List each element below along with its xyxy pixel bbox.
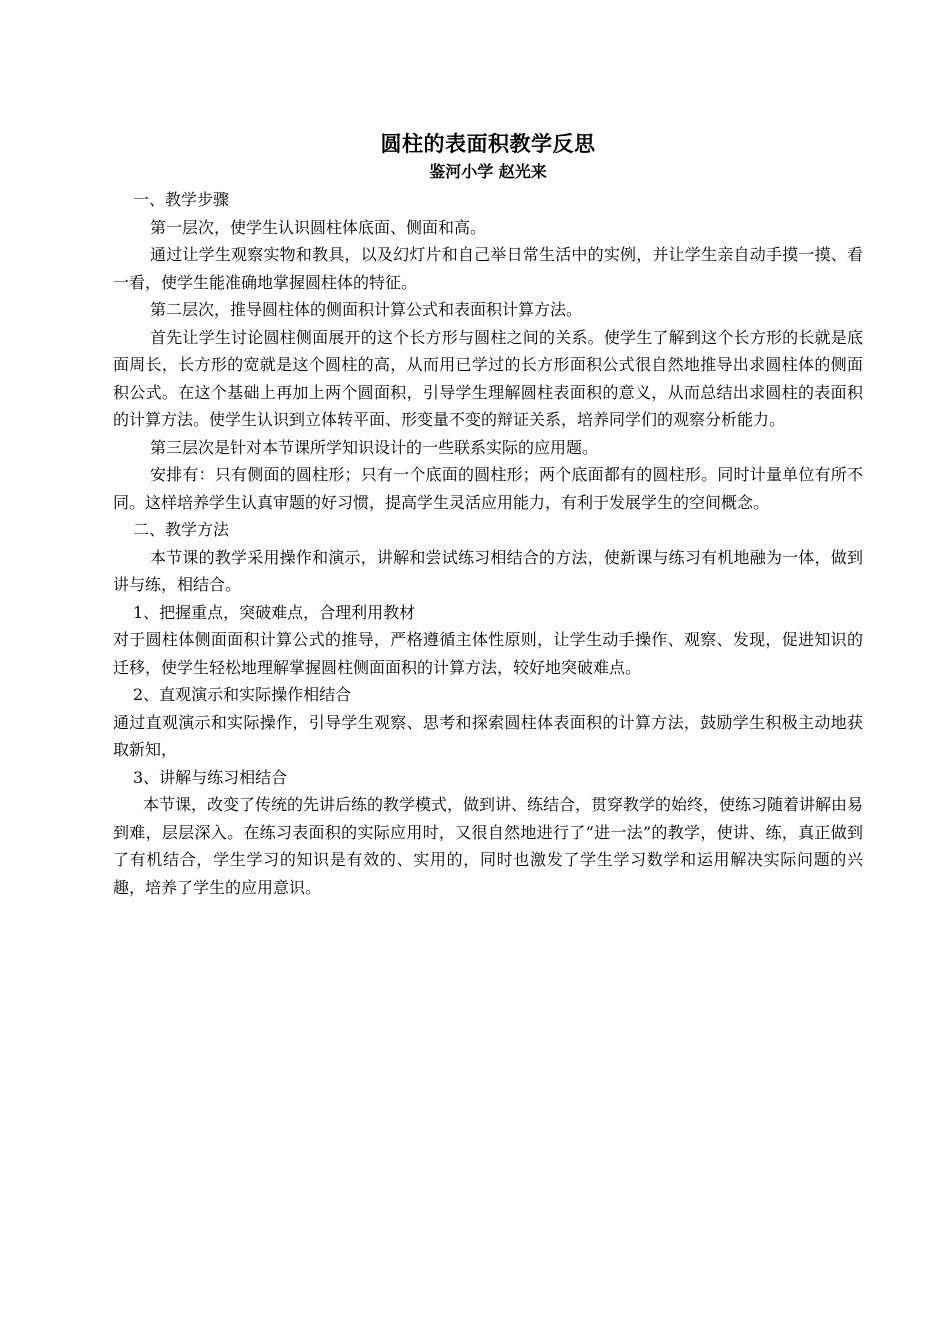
document-title: 圆柱的表面积教学反思 [380, 132, 596, 156]
document-author: 鉴河小学 赵光来 [429, 162, 547, 181]
paragraph-methods-intro: 本节课的教学采用操作和演示，讲解和尝试练习相结合的方法，使新课与练习有机地融为一体，做到讲与练，相结合。 [113, 547, 863, 594]
section-heading-teaching-steps: 一、教学步骤 [133, 190, 230, 209]
subheading-demonstration: 2、直观演示和实际操作相结合 [133, 685, 352, 704]
paragraph-explanation-practice: 本节课，改变了传统的先讲后练的教学模式，做到讲、练结合，贯穿教学的始终，使练习随着讲解由易到难，层层深入。在练习表面积的实际应用时，又很自然地进行了“进一法”的教学，使讲、练，真正做到了有机结合，学生学习的知识是有效的、实用的，同时也激发了学生学习数学和运用解决实际问题的兴趣，培养了学生的应用意识。 [113, 795, 864, 897]
paragraph-key-points: 对于圆柱体侧面面积计算公式的推导，严格遵循主体性原则，让学生动手操作、观察、发现，促进知识的迁移，使学生轻松地理解掌握圆柱侧面面积的计算方法，较好地突破难点。 [113, 630, 863, 677]
paragraph-demonstration: 通过直观演示和实际操作，引导学生观察、思考和探索圆柱体表面积的计算方法，鼓励学生积极主动地获取新知， [113, 712, 863, 759]
document-page [113, 128, 863, 901]
paragraph-observation: 通过让学生观察实物和教具，以及幻灯片和自己举日常生活中的实例，并让学生亲自动手摸一摸、看一看，使学生能准确地掌握圆柱体的特征。 [113, 245, 863, 292]
paragraph-level-one: 第一层次，使学生认识圆柱体底面、侧面和高。 [150, 217, 487, 237]
section-heading-teaching-methods: 二、教学方法 [133, 520, 230, 539]
paragraph-level-two: 第二层次，推导圆柱体的侧面积计算公式和表面积计算方法。 [150, 300, 583, 319]
paragraph-arrangement: 安排有：只有侧面的圆柱形；只有一个底面的圆柱形；两个底面都有的圆柱形。同时计量单位有所不同。这样培养学生认真审题的好习惯，提高学生灵活应用能力，有利于发展学生的空间概念。 [113, 465, 863, 512]
paragraph-discussion: 首先让学生讨论圆柱侧面展开的这个长方形与圆柱之间的关系。使学生了解到这个长方形的长就是底面周长，长方形的宽就是这个圆柱的高，从而用已学过的长方形面积公式很自然地推导出求圆柱体的侧面积公式。在这个基础上再加上两个圆面积，引导学生理解圆柱表面积的意义，从而总结出求圆柱的表面积的计算方法。使学生认识到立体转平面、形变量不变的辩证关系，培养同学们的观察分析能力。 [113, 327, 863, 429]
subheading-explanation-practice: 3、讲解与练习相结合 [133, 767, 288, 787]
subheading-key-points: 1、把握重点，突破难点，合理利用教材 [133, 602, 416, 622]
paragraph-level-three: 第三层次是针对本节课所学知识设计的一些联系实际的应用题。 [150, 437, 599, 457]
